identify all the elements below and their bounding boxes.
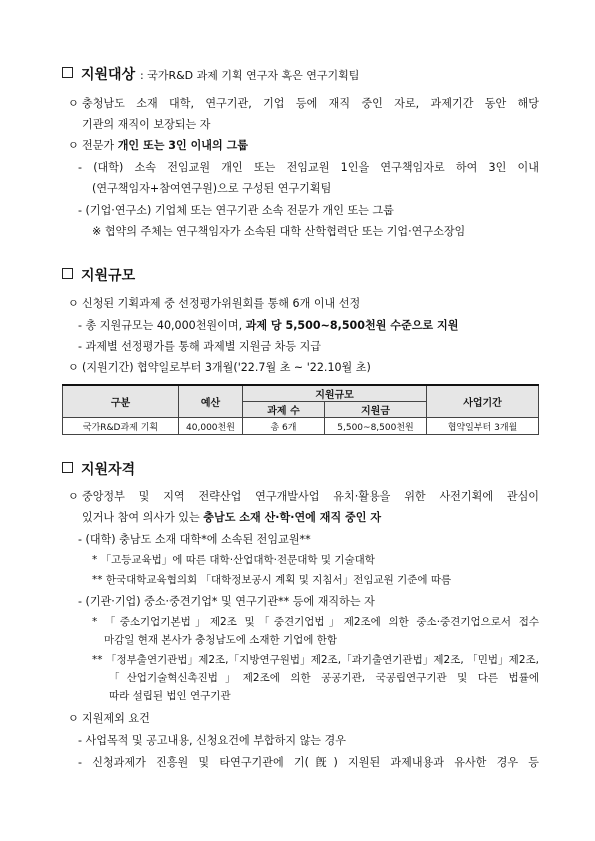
dash-text: - 사업목적 및 공고내용, 신청요건에 부합하지 않는 경우 bbox=[78, 734, 346, 747]
support-scale-table bbox=[62, 384, 539, 435]
section-title: 지원규모 bbox=[81, 268, 136, 284]
table-header-cell: 구분 bbox=[63, 385, 179, 418]
bullet-mark: ㅇ bbox=[68, 490, 79, 503]
table-header-cell: 예산 bbox=[179, 385, 243, 418]
section-title: 지원대상 bbox=[81, 67, 136, 83]
dash-text-continued: (연구책임자+참여연구원)으로 구성된 연구기획팀 bbox=[92, 182, 332, 195]
note-text-continued: 「산업기술혁신촉진법」제2조에 의한 공공기관, 국공립연구기관 및 다른 법률에 bbox=[109, 672, 539, 684]
bullet-mark: ㅇ bbox=[68, 297, 79, 310]
table-cell: 40,000천원 bbox=[179, 418, 243, 435]
bullet-text: ㅇ 지원제외 요건 bbox=[68, 712, 150, 725]
bullet-text-continued: 기관의 재직이 보장되는 자 bbox=[82, 118, 211, 131]
table-row bbox=[63, 418, 539, 435]
note-text: ** 「정부출연기관법」제2조,「지방연구원법」제2조,「과기출연기관법」제2조, 「민법」제2조, bbox=[92, 654, 539, 666]
bullet-mark: ㅇ bbox=[68, 361, 79, 374]
table-cell: 국가R&D과제 기획 bbox=[63, 418, 179, 435]
section-title: 지원자격 bbox=[81, 462, 136, 478]
dash-text: - 총 지원규모는 40,000천원이며, 과제 당 5,500~8,500천원 수준으로 지원 bbox=[78, 319, 459, 332]
dash-text: - 신청과제가 진흥원 및 타연구기관에 기(旣) 지원된 과제내용과 유사한 경우 등 bbox=[78, 756, 539, 769]
table-header-cell: 지원규모 bbox=[243, 385, 427, 402]
note-text: ※ 협약의 주체는 연구책임자가 소속된 대학 산학협력단 또는 기업·연구소장임 bbox=[92, 225, 466, 238]
bullet-text: ㅇ 중앙정부 및 지역 전략산업 연구개발사업 유치·활용을 위한 사전기획에 관심이 bbox=[68, 490, 539, 503]
note-text: * 「중소기업기본법」제2조 및「중견기업법」제2조에 의한 중소·중견기업으로서 접수 bbox=[92, 616, 539, 628]
dash-text: - (대학) 충남도 소재 대학*에 소속된 전임교원** bbox=[78, 533, 311, 546]
note-text-continued: 따라 설립된 법인 연구기관 bbox=[109, 690, 231, 702]
dash-text: - (기관·기업) 중소·중견기업* 및 연구기관** 등에 재직하는 자 bbox=[78, 595, 375, 608]
section-heading-qualification bbox=[62, 461, 135, 479]
bullet-text: ㅇ (지원기간) 협약일로부터 3개월('22.7월 초 ~ '22.10월 초) bbox=[68, 361, 371, 374]
bullet-mark: ㅇ bbox=[68, 97, 79, 110]
section-subtitle: : 국가R&D 과제 기획 연구자 혹은 연구기획팀 bbox=[139, 69, 360, 82]
bullet-mark: ㅇ bbox=[68, 139, 79, 152]
bullet-text: ㅇ 충청남도 소재 대학, 연구기관, 기업 등에 재직 중인 자로, 과제기간 동안 해당 bbox=[68, 97, 539, 110]
section-box-icon bbox=[62, 462, 73, 473]
bullet-text: ㅇ 전문가 개인 또는 3인 이내의 그룹 bbox=[68, 139, 249, 152]
section-heading-eligibility-target bbox=[62, 66, 359, 85]
bullet-text: ㅇ 신청된 기획과제 중 선정평가위원회를 통해 6개 이내 선정 bbox=[68, 297, 361, 310]
dash-text: - 과제별 선정평가를 통해 과제별 지원금 차등 지급 bbox=[78, 340, 322, 353]
dash-text: - (기업·연구소) 기업체 또는 연구기관 소속 전문가 개인 또는 그룹 bbox=[78, 204, 394, 217]
table-cell: 총 6개 bbox=[243, 418, 325, 435]
bullet-text-continued: 있거나 참여 의사가 있는 충남도 소재 산·학·연에 재직 중인 자 bbox=[82, 511, 382, 524]
table-header-row bbox=[63, 385, 539, 402]
table-header-cell: 과제 수 bbox=[243, 402, 325, 418]
dash-text: - (대학) 소속 전임교원 개인 또는 전임교원 1인을 연구책임자로 하여 3인 이내 bbox=[78, 161, 539, 174]
note-text-continued: 마감일 현재 본사가 충청남도에 소재한 기업에 한함 bbox=[104, 634, 338, 646]
table-cell: 협약일부터 3개월 bbox=[427, 418, 539, 435]
table-cell: 5,500~8,500천원 bbox=[325, 418, 427, 435]
note-text: * 「고등교육법」에 따른 대학·산업대학·전문대학 및 기술대학 bbox=[92, 554, 375, 566]
table-header-cell: 지원금 bbox=[325, 402, 427, 418]
note-text: ** 한국대학교육협의회 「대학정보공시 계획 및 지침서」전임교원 기준에 따름 bbox=[92, 574, 452, 586]
section-heading-support-scale bbox=[62, 267, 135, 285]
section-box-icon bbox=[62, 268, 73, 279]
bullet-mark: ㅇ bbox=[68, 712, 79, 725]
section-box-icon bbox=[62, 67, 73, 78]
table-header-cell: 사업기간 bbox=[427, 385, 539, 418]
